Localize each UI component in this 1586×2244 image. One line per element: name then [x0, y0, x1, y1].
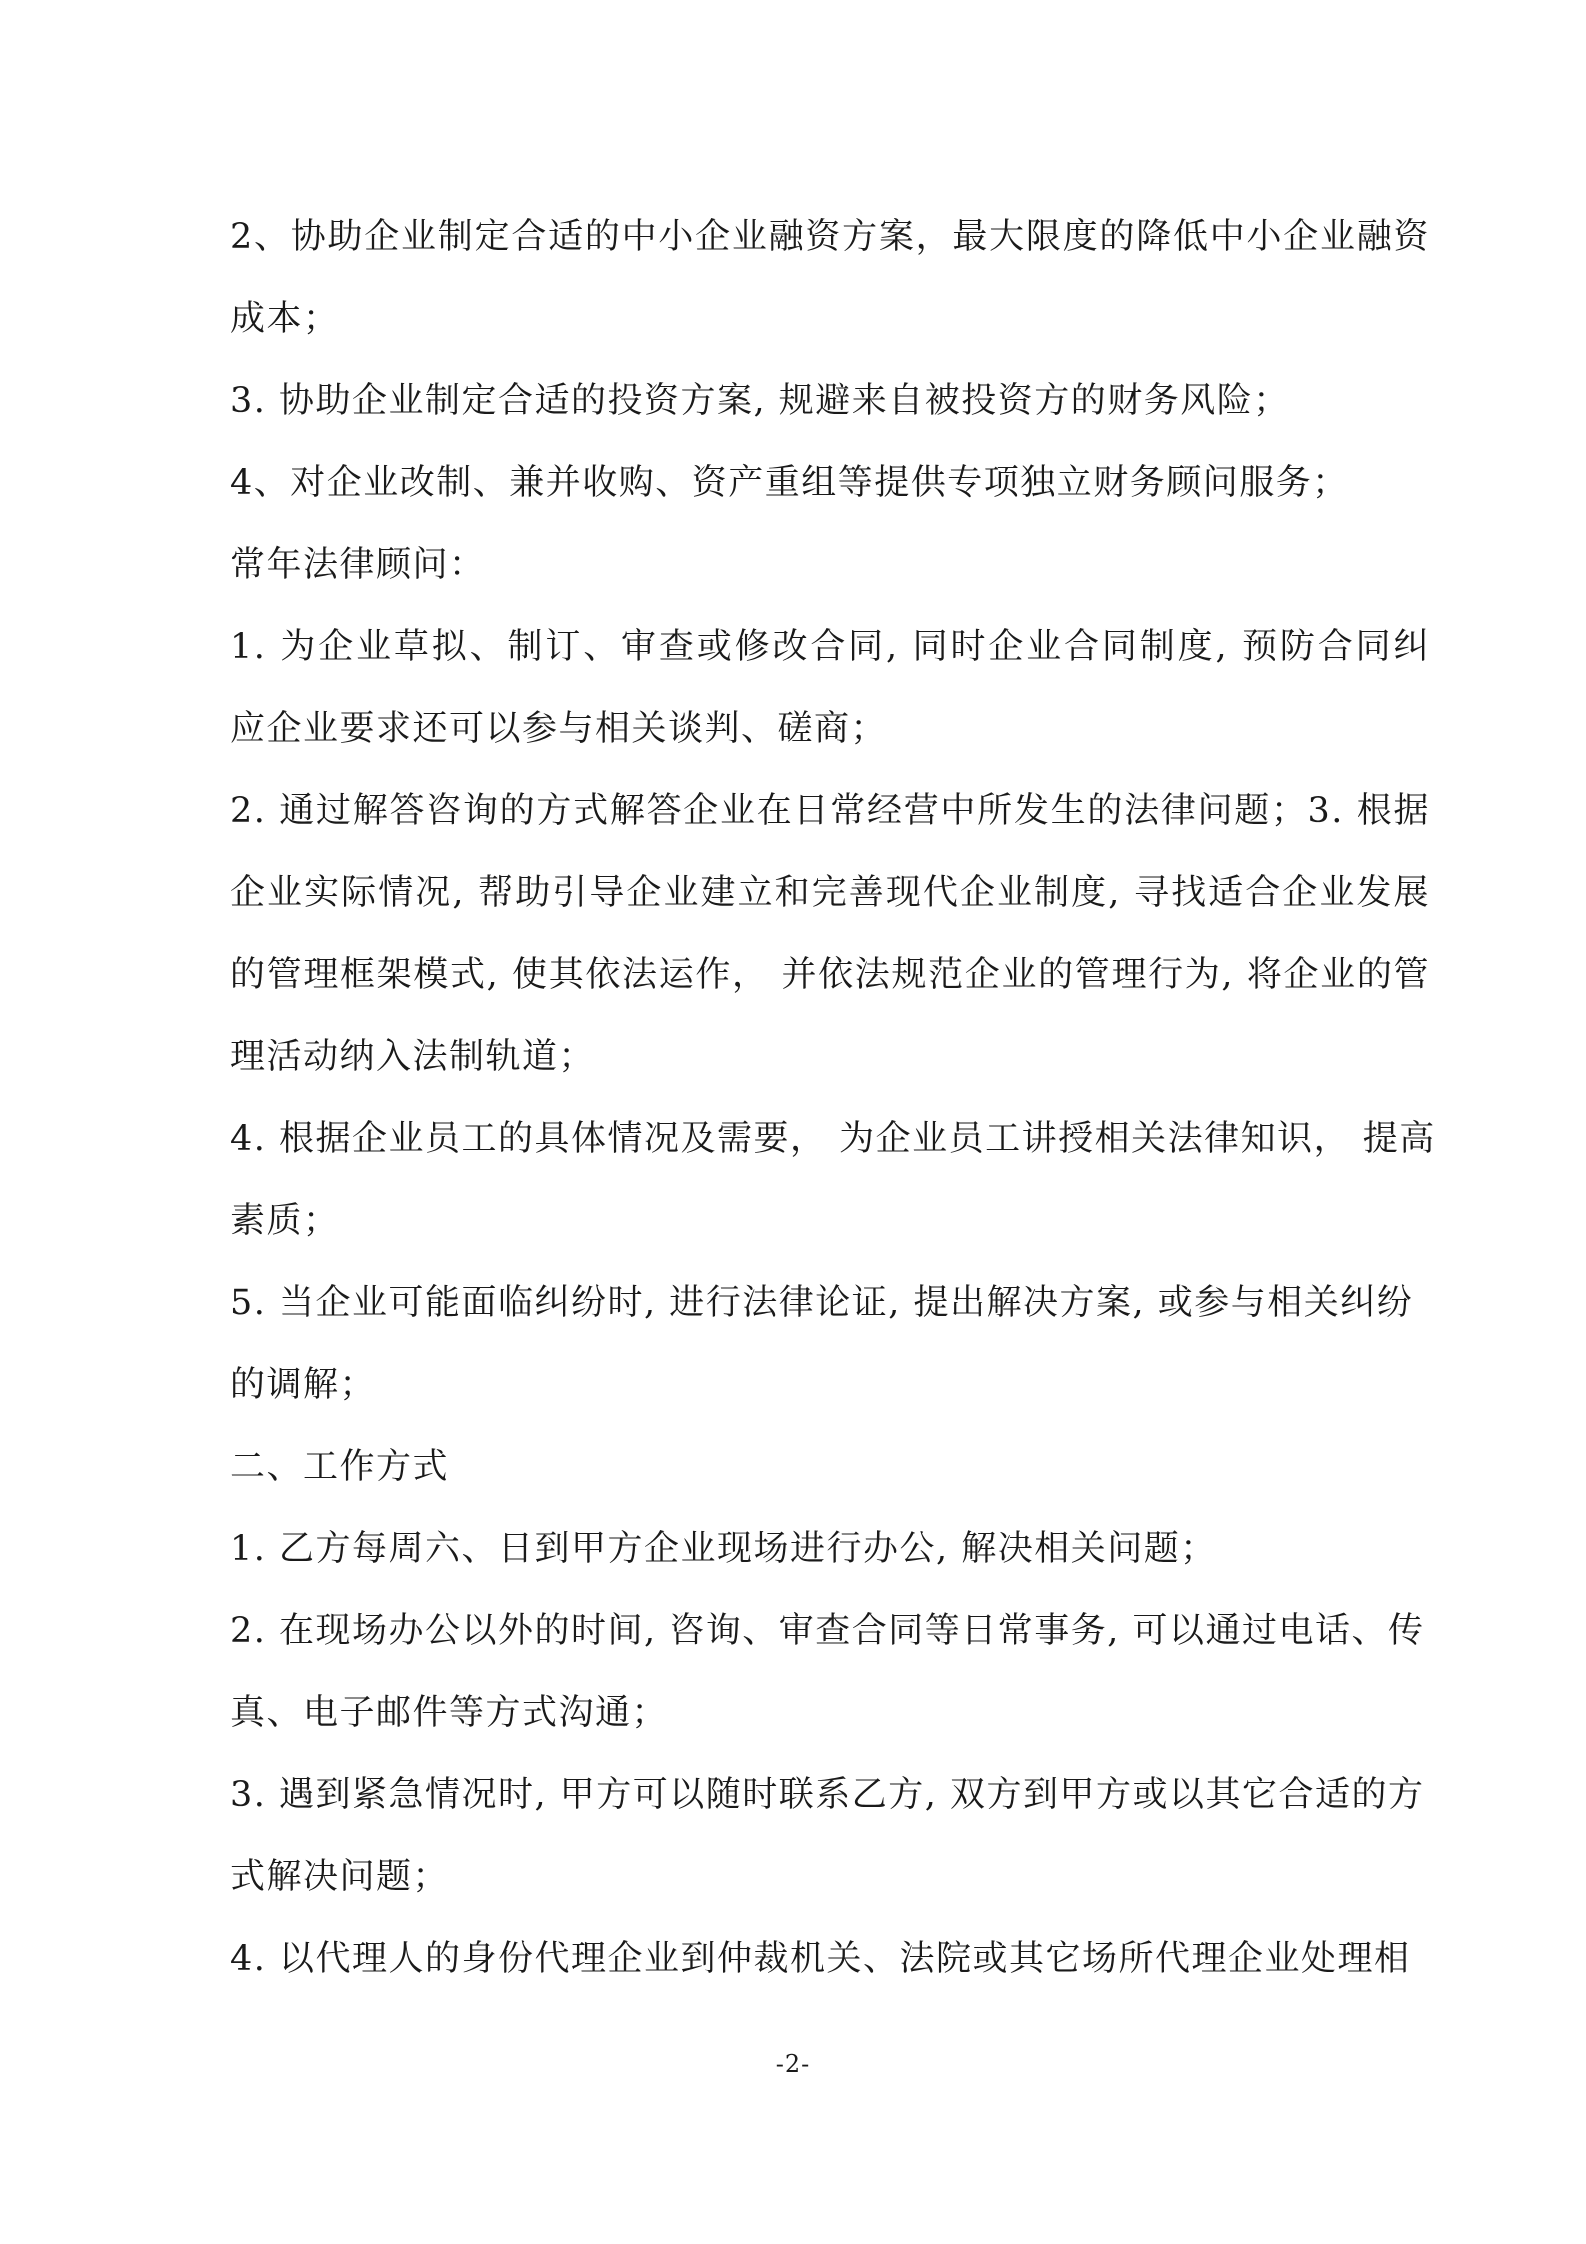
text-line: 4. 以代理人的身份代理企业到仲裁机关、法院或其它场所代理企业处理相 [230, 1939, 1411, 1979]
text-line: 应企业要求还可以参与相关谈判、磋商； [230, 709, 888, 749]
text-line: 4. 根据企业员工的具体情况及需要， 为企业员工讲授相关法律知识， 提高 [230, 1119, 1436, 1159]
text-line: 1. 乙方每周六、日到甲方企业现场进行办公, 解决相关问题； [230, 1529, 1217, 1569]
text-line: 真、电子邮件等方式沟通； [230, 1693, 669, 1733]
text-line: 2. 通过解答咨询的方式解答企业在日常经营中所发生的法律问题；3. 根据 [230, 791, 1430, 831]
text-line: 的调解； [230, 1365, 377, 1405]
text-line: 理活动纳入法制轨道； [230, 1037, 596, 1077]
text-line: 1. 为企业草拟、制订、审查或修改合同, 同时企业合同制度, 预防合同纠 [230, 627, 1430, 667]
text-line: 式解决问题； [230, 1857, 450, 1897]
text-line: 4、对企业改制、兼并收购、资产重组等提供专项独立财务顾问服务； [230, 463, 1349, 503]
text-line: 的管理框架模式, 使其依法运作， 并依法规范企业的管理行为, 将企业的管 [230, 955, 1430, 995]
text-line: 2. 在现场办公以外的时间, 咨询、审查合同等日常事务, 可以通过电话、传 [230, 1611, 1425, 1651]
text-line: 素质； [230, 1201, 340, 1241]
section-heading-legal-advisor: 常年法律顾问： [230, 545, 486, 585]
page-number: -2- [775, 2050, 811, 2078]
text-line: 企业实际情况, 帮助引导企业建立和完善现代企业制度, 寻找适合企业发展 [230, 873, 1430, 913]
text-line: 3. 协助企业制定合适的投资方案, 规避来自被投资方的财务风险； [230, 381, 1290, 421]
text-line: 2、协助企业制定合适的中小企业融资方案，最大限度的降低中小企业融资 [230, 217, 1430, 257]
section-heading-work-method: 二、工作方式 [230, 1447, 450, 1487]
document-body [230, 196, 1436, 2000]
text-line: 成本； [230, 299, 340, 339]
text-line: 3. 遇到紧急情况时, 甲方可以随时联系乙方, 双方到甲方或以其它合适的方 [230, 1775, 1425, 1815]
text-line: 5. 当企业可能面临纠纷时, 进行法律论证, 提出解决方案, 或参与相关纠纷 [230, 1283, 1414, 1323]
